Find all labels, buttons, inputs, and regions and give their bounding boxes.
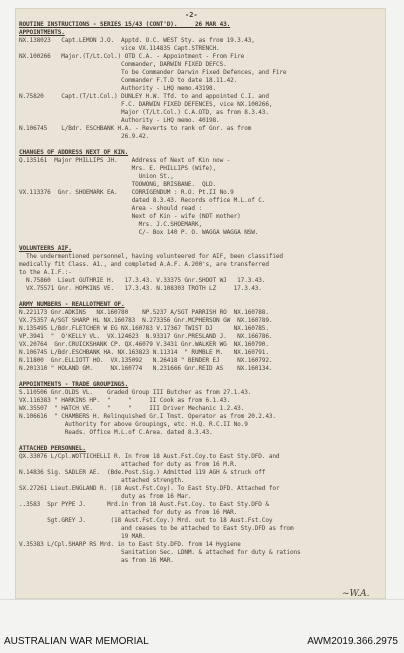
text-line: Next of Kin - wife (NOT mother) [19,213,241,220]
text-line: Reads. Office M.L.of C.Area. dated 8.3.43. [19,429,213,436]
text-line: NX.138023 Capt.LEMON J.O. Apptd. O.C. WEST Sty. as from 19.3.43, [19,37,255,44]
text-line: dated 8.3.43. Records office M.L.of C. [19,197,266,204]
page-number: -2- [185,11,198,19]
text-line: N.201310 " HOLAND GM. NX.160774 N.231666 Gnr.REID AS NX.160134. [19,365,273,372]
text-line: N.106745 L/Bdr. ESCHBANK H.A. - Reverts to rank of Gnr. as from [19,125,252,132]
text-line: N.135495 L/Bdr.FLETCHER W EG NX.160783 V.17367 TWIST DJ NX.160785. [19,325,269,332]
text-line: Union St., [19,173,174,180]
text-line: Mrs. J.C.SHOEMARK, [19,221,202,228]
text-line: SX.27261 Lieut.ENGLAND R. (18 Aust.Fst.Coy). To East Sty.DFD. Attached for [19,485,280,492]
text-line: 19 MAR. [19,533,146,540]
text-line: Sgt.GREY J. (18 Aust.Fst.Coy.) Mrd. out to 18 Aust.Fst.Coy [19,517,273,524]
text-line: To be Commander Darwin Fixed Defences, and Fire [19,69,287,76]
text-line: Major (T/Lt.Col.) C.A.OTD, as from 8.3.43. [19,109,269,116]
text-line: VP.3941 " O'KELLY VL. VX.124623 N.93317 Gnr.PRESLAND J. NX.166786. [19,333,273,340]
text-line: N.14836 Sig. SADLER AE. (Bde.Post.Sig.) Admitted 119 AGH & struck off [19,469,266,476]
text-line: Commander F.T.D to date 18.11.42. [19,77,238,84]
text-line: NX.100266 Major.(T/Lt.Col.) OTD C.A. - Appointment - From Fire [19,53,245,60]
text-line: and ceases to be attached to East Sty.DFD as from [19,525,294,532]
text-line: Area - should read : [19,205,202,212]
text-line: QX.33076 L/Cpl.WOTTICHELLI R. In from 18 Aust.Fst.Coy.to East Sty.DFD. and [19,453,280,460]
text-line: attached for duty as from 16 M.R. [19,461,238,468]
header-line: ROUTINE INSTRUCTIONS - SERIES 15/43 (CONT'D). 26 MAR 43. [19,21,231,28]
section-heading: APPOINTMENTS. [19,29,65,36]
text-line: WX.35507 " HATCH VE. " " III Driver Mechanic 1.2.43. [19,405,245,412]
text-line: Q.135161 Major PHILLIPS JH. Address of Next of Kin now - [19,157,231,164]
text-line: VX.113376 Gnr. SHOEMARK EA. CORRIGENDUM : R.O. Pt.II No.9 [19,189,234,196]
institution-name: AUSTRALIAN WAR MEMORIAL [4,636,149,647]
text-line: Authority - LHQ memo. 40198. [19,117,220,124]
text-line: Commander, DARWIN FIXED DEFCS. [19,61,227,68]
text-line: vice VX.114835 Capt.STRENCH. [19,45,220,52]
text-line: 26.9.42. [19,133,150,140]
text-line: duty as from 16 Mar. [19,493,192,500]
text-line: Authority for above Groupings, etc. H.Q. R.C.II No.9 [19,421,248,428]
section-heading: ATTACHED PERSONNEL. [19,445,86,452]
text-line: S.110506 Gnr.OLDS VL. Graded Group III Butcher as from 27.1.43. [19,389,252,396]
text-line: VX.75357 A/SGT SHARP HL NX.160783 N.273356 Gnr.MCPHERSON GW NX.160789. [19,317,273,324]
text-line: VX.20764 Gnr.CRUICKSHANK CP. QX.46079 V.3431 Gnr.WALKER WG NX.160790. [19,341,269,348]
text-line: medically fit Class. A1., and completed A.A.F. A.200's, are transferred [19,261,269,268]
archive-reference: AWM2019.366.2975 [307,636,398,647]
text-line: N.221173 Gnr.ADKINS NX.160780 NP.5237 A/SGT PARRISH RO NX.160788. [19,309,269,316]
text-line: N.106745 L/Bdr.ESCHBANK HA. NX.163823 N.11314 " RUMBLE M. NX.160791. [19,349,269,356]
text-line: Mrs. E. PHILLIPS (Wife), [19,165,217,172]
text-line: ..3583 Spr PYPE J. Mrd.in from 18 Aust.Fst.Coy. to East Sty.DFD & [19,501,269,508]
footer-divider [0,599,404,600]
archive-footer [0,599,404,653]
section-heading: CHANGES OF ADDRESS NEXT OF KIN. [19,149,129,156]
text-line: N.11800 Gnr.ELLIOTT HO. VX.135092 N.26418 " BENDER EJ NX.160792. [19,357,273,364]
text-line: VX.116383 " HARKINS HP. " " II Cook as from 6.1.43. [19,397,231,404]
text-line: attached for duty as from 16 MAR. [19,509,238,516]
document-page [15,8,386,599]
section-heading: APPOINTMENTS - TRADE GROUPINGS. [19,381,129,388]
text-line: N.75860 Lieut GUTHRIE H. 17.3.43. V.33375 Gnr.SHOOT WJ 17.3.43. [19,277,266,284]
text-line: attached strength. [19,477,185,484]
text-line: F.C. DARWIN FIXED DEFENCES, vice NX.100266, [19,101,273,108]
signature: ~W.A. [342,589,370,599]
text-line: as from 16 MAR. [19,557,174,564]
text-line: N.106616 " CHAMBERS H. Relinquished Gr.I Tmst. Operator as from 20.2.43. [19,413,276,420]
text-line: N.75820 Capt.(T/Lt.Col.) DUNLEY H.W. Tfd. to and appointed C.I. and [19,93,269,100]
text-line: VX.75571 Gnr. HOPKINS VE. 17.3.43. N.108303 TROTH LZ 17.3.43. [19,285,262,292]
text-line: Authority - LHQ memo.43198. [19,85,217,92]
text-line: The undermentioned personnel, having volunteered for AIF, been classified [19,253,283,260]
text-line: TOOWONG, BRISBANE. QLD. [19,181,217,188]
section-heading: VOLUNTEERS AIF. [19,245,72,252]
text-line: V.35383 L/Cpl.SHARP RS Mrd. in to East Sty.DFD. from 14 Hygiene [19,541,241,548]
text-line: C/- Box 140 P. O. WAGGA WAGGA NSW. [19,229,259,236]
text-line: to the A.I.F.:- [19,269,72,276]
section-heading: ARMY NUMBERS - REALLOTMENT OF. [19,301,125,308]
text-line: Sanitation Sec. LDNM. & attached for duty & rations [19,549,301,556]
